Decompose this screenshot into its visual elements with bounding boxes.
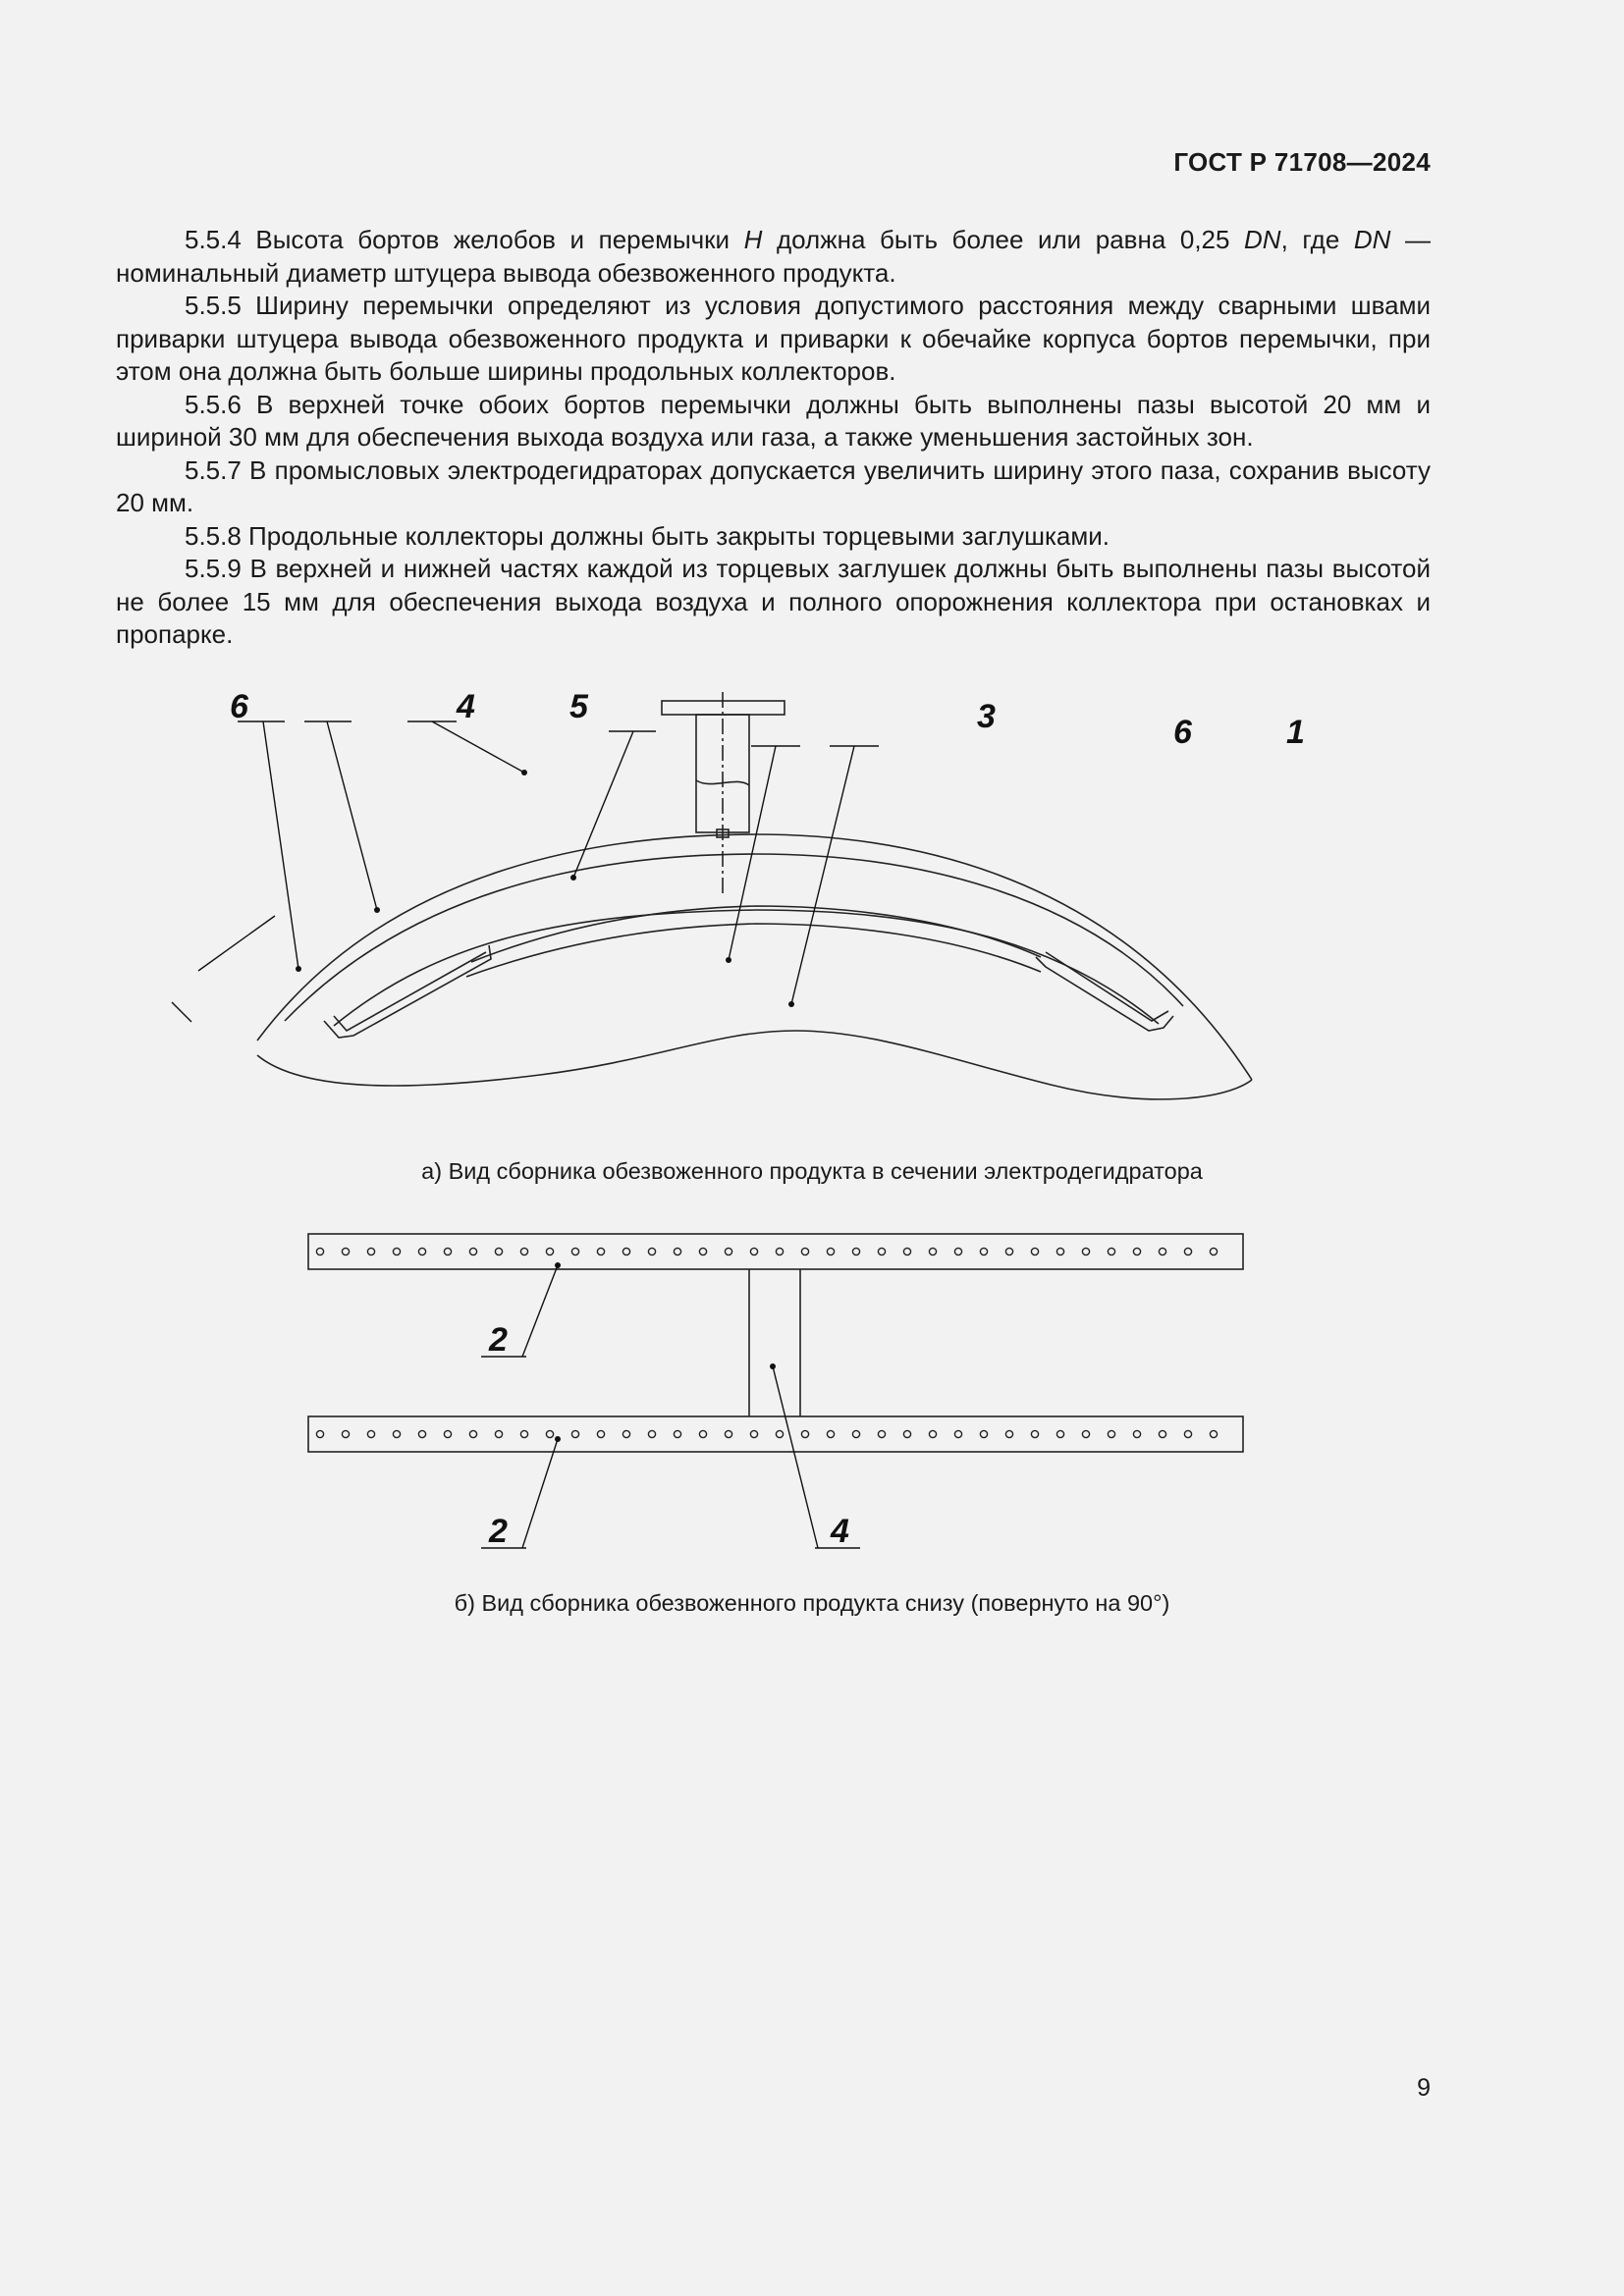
perforation-hole [980, 1248, 987, 1255]
perforation-hole [1184, 1248, 1191, 1255]
perforation-hole [1133, 1248, 1140, 1255]
perforation-hole [469, 1430, 476, 1437]
perforation-hole [878, 1248, 885, 1255]
perforation-hole [827, 1248, 834, 1255]
para-text: 5.5.4 Высота бортов желобов и перемычки [185, 225, 744, 254]
perforation-hole [929, 1430, 936, 1437]
perforation-hole [725, 1430, 731, 1437]
perforation-hole [1056, 1430, 1063, 1437]
paragraph-5-5-4 [116, 224, 1431, 290]
paragraph-5-5-6: 5.5.6 В верхней точке обоих бортов перемычки должны быть выполнены пазы высотой 20 мм и шириной 30 мм для обеспечения выхода воздуха или газа, а также уменьшения застойных зон. [116, 389, 1431, 452]
perforation-hole [495, 1248, 502, 1255]
perforation-hole [852, 1248, 859, 1255]
perforation-hole [1159, 1430, 1165, 1437]
perforation-hole [469, 1248, 476, 1255]
perforation-hole [903, 1248, 910, 1255]
figure-a-cross-section [230, 682, 1305, 1114]
perforation-hole [980, 1430, 987, 1437]
perforation-hole [801, 1430, 808, 1437]
para-text: должна быть более или равна 0,25 [762, 225, 1245, 254]
partition [471, 906, 1041, 962]
paragraph-5-5-5: 5.5.5 Ширину перемычки определяют из условия допустимого расстояния между сварными швами приварки штуцера вывода обезвоженного продукта и приварки к обечайке корпуса бортов перемычки, при этом она должна быть больше ширины продольных коллекторов. [116, 291, 1431, 386]
perforation-hole [1210, 1248, 1217, 1255]
perforation-hole [367, 1430, 374, 1437]
perforation-hole [1056, 1248, 1063, 1255]
callout-5: 5 [569, 688, 588, 725]
perforation-hole [597, 1430, 604, 1437]
perforation-hole [546, 1248, 553, 1255]
perforation-hole [1133, 1430, 1140, 1437]
symbol-dn: DN [1353, 225, 1391, 254]
vessel-bottom [257, 1031, 1252, 1099]
callout-1: 1 [1286, 714, 1305, 751]
perforation-hole [520, 1248, 527, 1255]
vessel-shell [257, 834, 1252, 1080]
figure-a-caption: а) Вид сборника обезвоженного продукта в сечении электродегидратора [421, 1158, 1203, 1184]
perforation-hole [750, 1430, 757, 1437]
perforation-hole [1108, 1248, 1114, 1255]
perforation-hole [1005, 1248, 1012, 1255]
perforation-hole [878, 1430, 885, 1437]
perforation-hole [674, 1248, 680, 1255]
perforation-hole [495, 1430, 502, 1437]
figure-b-bottom-view [295, 1222, 1276, 1575]
perforation-hole [623, 1248, 629, 1255]
perforation-hole [929, 1248, 936, 1255]
perforation-hole [648, 1430, 655, 1437]
perforation-hole [418, 1248, 425, 1255]
perforation-hole [571, 1248, 578, 1255]
perforation-hole [750, 1248, 757, 1255]
perforation-hole [342, 1248, 349, 1255]
perforation-hole [827, 1430, 834, 1437]
perforation-hole [393, 1248, 400, 1255]
perforation-hole [776, 1430, 783, 1437]
perforation-hole [546, 1430, 553, 1437]
perforation-hole [367, 1248, 374, 1255]
callout-4: 4 [457, 688, 475, 725]
perforation-hole [674, 1430, 680, 1437]
perforation-hole [1005, 1430, 1012, 1437]
perforation-hole [699, 1430, 706, 1437]
perforation-hole [903, 1430, 910, 1437]
callout-6-right: 6 [1173, 714, 1192, 751]
perforation-hole [776, 1248, 783, 1255]
callout-2-upper: 2 [489, 1321, 508, 1359]
perforation-hole [1082, 1430, 1089, 1437]
perforation-hole [1159, 1248, 1165, 1255]
perforation-hole [597, 1248, 604, 1255]
perforation-hole [316, 1430, 323, 1437]
callout-2-lower: 2 [489, 1513, 508, 1550]
page-number: 9 [1417, 2074, 1431, 2102]
perforation-hole [954, 1248, 961, 1255]
perforation-hole [1184, 1430, 1191, 1437]
perforation-hole [342, 1430, 349, 1437]
perforation-hole [801, 1248, 808, 1255]
perforation-hole [520, 1430, 527, 1437]
symbol-dn: DN [1244, 225, 1281, 254]
document-header: ГОСТ Р 71708—2024 [1173, 147, 1431, 177]
perforation-hole [1031, 1248, 1038, 1255]
perforation-hole [316, 1248, 323, 1255]
callout-4-bottom: 4 [831, 1513, 849, 1550]
perforation-hole [571, 1430, 578, 1437]
para-text: — номинальный диаметр штуцера вывода обезвоженного продукта. [116, 225, 1431, 288]
paragraph-5-5-7: 5.5.7 В промысловых электродегидраторах допускается увеличить ширину этого паза, сохранив высоту 20 мм. [116, 454, 1431, 517]
body-text [116, 224, 1431, 652]
perforation-hole [418, 1430, 425, 1437]
perforation-hole [852, 1430, 859, 1437]
paragraph-5-5-9: 5.5.9 В верхней и нижней частях каждой из торцевых заглушек должны быть выполнены пазы высотой не более 15 мм для обеспечения выхода воздуха и полного опорожнения коллектора при остановках и пропарке. [116, 554, 1431, 649]
perforation-hole [725, 1248, 731, 1255]
perforation-hole [648, 1248, 655, 1255]
perforation-hole [393, 1430, 400, 1437]
perforation-hole [699, 1248, 706, 1255]
paragraph-5-5-8: 5.5.8 Продольные коллекторы должны быть закрыты торцевыми заглушками. [185, 520, 1110, 551]
perforation-hole [954, 1430, 961, 1437]
perforation-hole [1108, 1430, 1114, 1437]
callout-6-left: 6 [230, 688, 248, 725]
perforation-hole [623, 1430, 629, 1437]
symbol-h: H [743, 225, 763, 254]
callout-3: 3 [977, 698, 996, 735]
perforation-hole [1210, 1430, 1217, 1437]
para-text: , где [1280, 225, 1354, 254]
perforation-hole [444, 1248, 451, 1255]
perforation-hole [444, 1430, 451, 1437]
perforation-hole [1031, 1430, 1038, 1437]
figure-b-caption: б) Вид сборника обезвоженного продукта снизу (повернуто на 90°) [454, 1590, 1170, 1616]
perforation-hole [1082, 1248, 1089, 1255]
